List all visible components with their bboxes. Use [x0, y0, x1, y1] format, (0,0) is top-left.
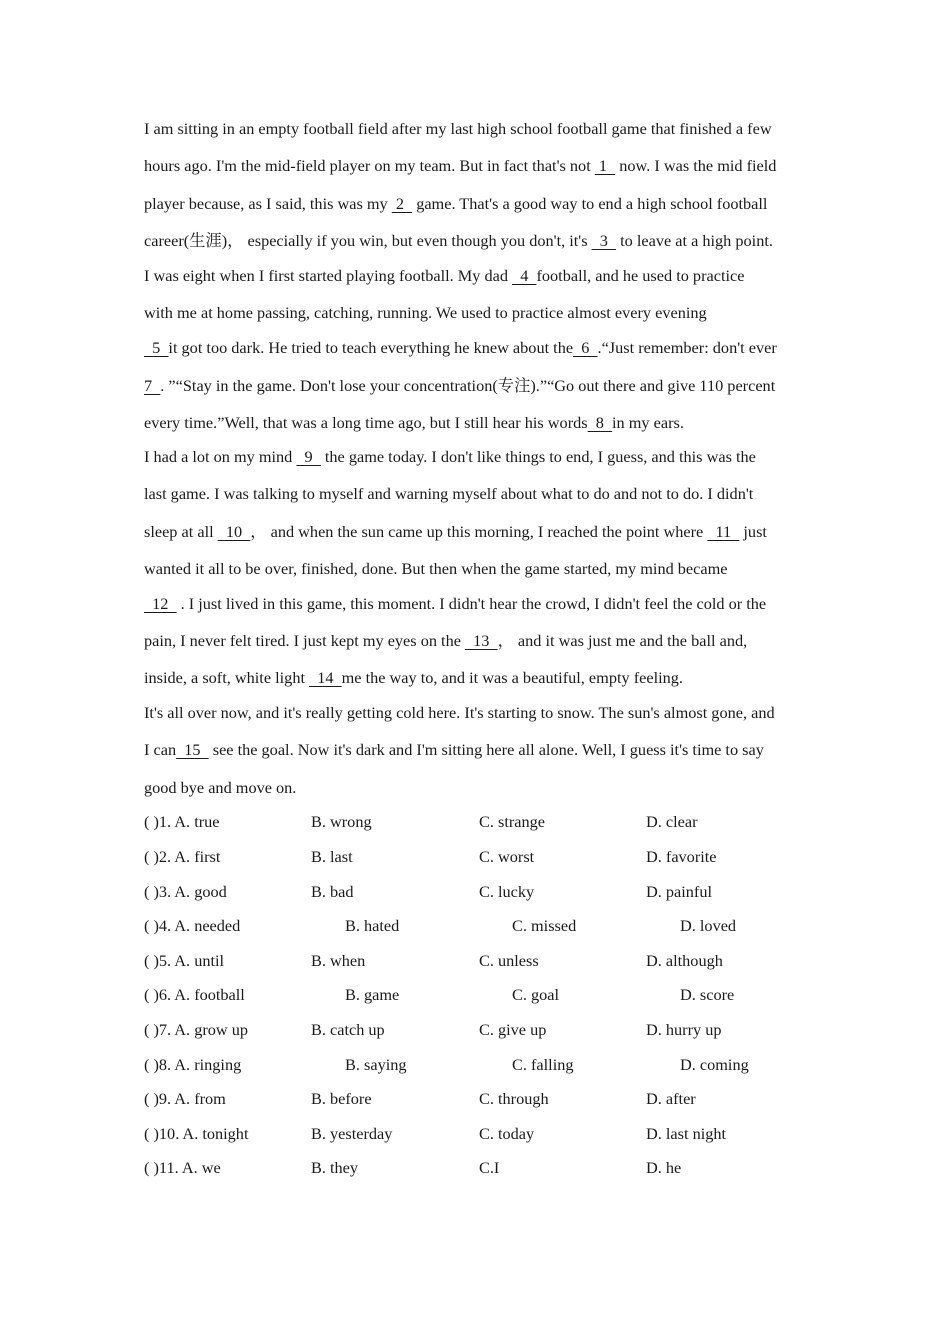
blank-12: 12 [144, 594, 177, 613]
blank-6: 6 [573, 338, 598, 357]
option-d: D. clear [646, 812, 698, 831]
passage-line: 7 . ”“Stay in the game. Don't lose your concentration(专注).”“Go out there and give 110 percent [144, 376, 776, 395]
question-stem: ( )9. A. from [144, 1089, 226, 1108]
question-stem: ( )11. A. we [144, 1158, 221, 1177]
option-b: B. hated [345, 916, 400, 935]
passage-line: I am sitting in an empty football field after my last high school football game that finished a few [144, 119, 772, 138]
question-row [144, 812, 814, 834]
option-b: B. saying [345, 1055, 407, 1074]
question-stem: ( )2. A. first [144, 847, 221, 866]
question-row [144, 985, 814, 1007]
option-d: D. coming [680, 1055, 749, 1074]
question-row [144, 1124, 814, 1146]
blank-9: 9 [296, 447, 321, 466]
question-row [144, 951, 814, 973]
question-stem: ( )1. A. true [144, 812, 220, 831]
passage-line: career(生涯)， especially if you win, but even though you don't, it's 3 to leave at a high point. [144, 231, 773, 250]
option-b: B. before [311, 1089, 372, 1108]
passage-line: last game. I was talking to myself and warning myself about what to do and not to do. I didn't [144, 484, 754, 503]
question-row [144, 1089, 814, 1111]
option-b: B. catch up [311, 1020, 385, 1039]
blank-4: 4 [512, 266, 537, 285]
option-c: C. today [479, 1124, 535, 1143]
option-d: D. hurry up [646, 1020, 722, 1039]
option-c: C. strange [479, 812, 546, 831]
passage-line: wanted it all to be over, finished, done. But then when the game started, my mind became [144, 559, 728, 578]
passage-line: pain, I never felt tired. I just kept my eyes on the 13 ， and it was just me and the ball and, [144, 631, 748, 650]
passage-line: good bye and move on. [144, 778, 297, 797]
option-b: B. last [311, 847, 353, 866]
option-c: C. falling [512, 1055, 574, 1074]
question-stem: ( )5. A. until [144, 951, 225, 970]
blank-3: 3 [591, 231, 617, 250]
option-d: D. painful [646, 882, 713, 901]
option-c: C. worst [479, 847, 535, 866]
question-row [144, 1020, 814, 1042]
passage-line: player because, as I said, this was my 2 game. That's a good way to end a high school football [144, 194, 768, 213]
question-stem: ( )3. A. good [144, 882, 227, 901]
option-b: B. game [345, 985, 400, 1004]
option-b: B. wrong [311, 812, 372, 831]
question-stem: ( )8. A. ringing [144, 1055, 242, 1074]
blank-5: 5 [144, 338, 169, 357]
blank-2: 2 [391, 194, 413, 213]
blank-1: 1 [594, 156, 616, 175]
option-c: C. missed [512, 916, 577, 935]
passage-line: I can 15 see the goal. Now it's dark and I'm sitting here all alone. Well, I guess it's time to say [144, 740, 764, 759]
option-d: D. score [680, 985, 735, 1004]
blank-14: 14 [309, 668, 342, 687]
passage-line: with me at home passing, catching, running. We used to practice almost every evening [144, 303, 707, 322]
option-c: C. goal [512, 985, 560, 1004]
option-d: D. favorite [646, 847, 717, 866]
option-d: D. he [646, 1158, 682, 1177]
question-stem: ( )7. A. grow up [144, 1020, 249, 1039]
question-row [144, 1055, 814, 1077]
passage-line: inside, a soft, white light 14 me the way to, and it was a beautiful, empty feeling. [144, 668, 683, 687]
option-d: D. loved [680, 916, 737, 935]
blank-7: 7 [144, 376, 161, 395]
question-stem: ( )6. A. football [144, 985, 245, 1004]
option-b: B. yesterday [311, 1124, 393, 1143]
option-c: C. lucky [479, 882, 535, 901]
blank-10: 10 [217, 522, 251, 541]
question-stem: ( )4. A. needed [144, 916, 241, 935]
passage-line: 12 . I just lived in this game, this moment. I didn't hear the crowd, I didn't feel the cold or the [144, 594, 767, 613]
option-b: B. when [311, 951, 366, 970]
passage-line: I was eight when I first started playing football. My dad 4 football, and he used to practice [144, 266, 745, 285]
blank-8: 8 [587, 413, 613, 432]
option-b: B. bad [311, 882, 354, 901]
option-c: C. unless [479, 951, 539, 970]
question-stem: ( )10. A. tonight [144, 1124, 249, 1143]
blank-13: 13 [465, 631, 498, 650]
passage-line: It's all over now, and it's really getting cold here. It's starting to snow. The sun's almost gone, and [144, 703, 775, 722]
blank-15: 15 [176, 740, 209, 759]
passage-line: hours ago. I'm the mid-field player on my team. But in fact that's not 1 now. I was the mid field [144, 156, 777, 175]
option-c: C. through [479, 1089, 549, 1108]
option-d: D. although [646, 951, 723, 970]
option-b: B. they [311, 1158, 359, 1177]
passage-line: 5 it got too dark. He tried to teach everything he knew about the 6 .“Just remember: don't ever [144, 338, 777, 357]
option-c: C.I [479, 1158, 500, 1177]
option-c: C. give up [479, 1020, 547, 1039]
question-row [144, 916, 814, 938]
option-d: D. last night [646, 1124, 727, 1143]
question-row [144, 882, 814, 904]
blank-11: 11 [707, 522, 740, 541]
question-row [144, 847, 814, 869]
question-row [144, 1158, 814, 1180]
option-d: D. after [646, 1089, 696, 1108]
passage-line: every time.”Well, that was a long time ago, but I still hear his words 8 in my ears. [144, 413, 684, 432]
passage-line: I had a lot on my mind 9 the game today. I don't like things to end, I guess, and this was the [144, 447, 756, 466]
passage-line: sleep at all 10 ， and when the sun came up this morning, I reached the point where 11 just [144, 522, 767, 541]
